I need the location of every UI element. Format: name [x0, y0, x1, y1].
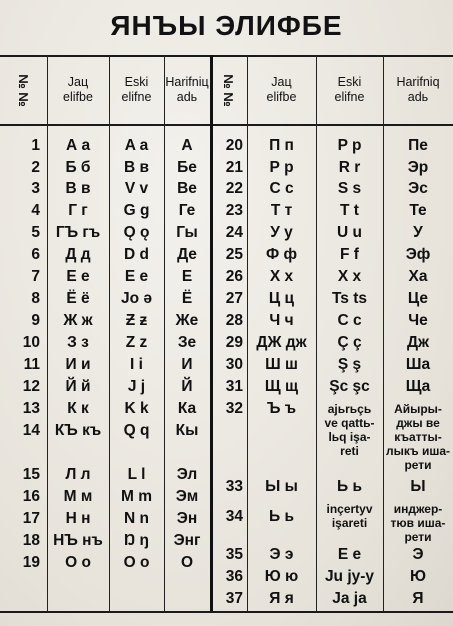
letter-name-cell: Де	[177, 246, 197, 263]
letter-name-cell: Э	[412, 546, 424, 563]
row-number: 28	[225, 312, 243, 329]
old-letter-cell: Ç ç	[337, 334, 362, 351]
new-letter-cell: Е е	[66, 268, 90, 285]
old-letter-cell: E e	[337, 546, 362, 563]
old-letter-cell: V v	[124, 180, 149, 197]
old-letter-cell: K k	[124, 400, 149, 417]
header-number: № №	[15, 73, 31, 107]
old-letter-cell: Şc şc	[329, 378, 370, 395]
letter-name-cell: А	[181, 137, 193, 154]
row-number: 33	[225, 478, 243, 495]
new-letter-cell: Ъ ъ	[266, 400, 297, 417]
old-letter-cell: Ts ts	[331, 290, 368, 307]
new-letter-cell: Ш ш	[265, 356, 298, 373]
header-letter-name: Harifniц adь	[165, 75, 209, 104]
row-number: 29	[225, 334, 243, 351]
new-letter-cell: Б б	[65, 159, 91, 176]
letter-name-cell: И	[181, 356, 193, 373]
letter-name-cell: Эм	[175, 488, 199, 505]
letter-name-cell: У	[413, 224, 423, 241]
old-letter-cell: N n	[124, 510, 149, 527]
old-letter-cell: L l	[127, 466, 146, 483]
letter-name-cell: Гы	[176, 224, 198, 241]
new-letter-cell: П п	[269, 137, 294, 154]
letter-name-cell: Эн	[176, 510, 198, 527]
new-letter-cell: Т т	[270, 202, 293, 219]
letter-name-cell: Айыры- джы ве къатты- лыкъ ишa- рети	[385, 402, 450, 472]
letter-name-cell: Ща	[405, 378, 431, 395]
new-letter-cell: Ч ч	[269, 312, 294, 329]
old-letter-cell: C c	[337, 312, 362, 329]
new-letter-cell: Ь ь	[269, 508, 294, 525]
new-letter-cell: ГЪ гъ	[55, 224, 101, 241]
new-letter-cell: Л л	[65, 466, 91, 483]
page-title: ЯНЪЫ ЭЛИФБЕ	[110, 10, 343, 41]
row-number: 6	[31, 246, 40, 263]
old-letter-cell: Ƶ ƶ	[125, 312, 148, 329]
letter-name-cell: Кы	[175, 422, 199, 439]
new-letter-cell: Я я	[269, 590, 294, 607]
letter-name-cell: Е	[181, 268, 193, 285]
old-letter-cell: X x	[337, 268, 362, 285]
old-letter-cell: P p	[337, 137, 362, 154]
old-letter-cell: Ǫ ǫ	[123, 224, 150, 241]
letter-name-cell: Энг	[173, 532, 201, 549]
header-new-alphabet: Jaц elifbe	[266, 75, 297, 104]
old-letter-cell: B в	[123, 159, 150, 176]
new-letter-cell: Ж ж	[63, 312, 93, 329]
header-letter-name: Harifniq adь	[396, 75, 440, 104]
letter-name-cell: Це	[407, 290, 429, 307]
old-letter-cell: ajьrьçь ve qattь- lьq işa- reti	[324, 402, 375, 458]
old-letter-cell: Ja ja	[332, 590, 367, 607]
old-letter-cell: E e	[124, 268, 149, 285]
new-letter-cell: Ц ц	[268, 290, 295, 307]
new-letter-cell: ДЖ дж	[256, 334, 307, 351]
row-number: 27	[225, 290, 243, 307]
letter-name-cell: Эр	[407, 159, 429, 176]
row-number: 13	[22, 400, 40, 417]
row-number: 18	[22, 532, 40, 549]
row-number: 22	[225, 180, 243, 197]
header-number: № №	[220, 73, 236, 107]
letter-name-cell: О	[180, 554, 194, 571]
new-letter-cell: Д д	[65, 246, 91, 263]
new-letter-cell: Э э	[269, 546, 294, 563]
letter-name-cell: Те	[409, 202, 427, 219]
header-bottom-border	[0, 124, 453, 126]
row-number: 17	[22, 510, 40, 527]
row-number: 2	[31, 159, 40, 176]
old-letter-cell: I i	[130, 356, 143, 373]
new-letter-cell: Щ щ	[264, 378, 299, 395]
letter-name-cell: Эф	[405, 246, 431, 263]
row-number: 16	[22, 488, 40, 505]
new-letter-cell: Ы ы	[265, 478, 298, 495]
row-number: 23	[225, 202, 243, 219]
letter-name-cell: Ве	[177, 180, 197, 197]
old-letter-cell: Z z	[125, 334, 148, 351]
new-letter-cell: Ё ё	[66, 290, 90, 307]
letter-name-cell: Ы	[410, 478, 426, 495]
letter-name-cell: Ге	[178, 202, 196, 219]
new-letter-cell: У у	[270, 224, 293, 241]
old-letter-cell: J j	[127, 378, 146, 395]
letter-name-cell: Же	[175, 312, 199, 329]
letter-name-cell: Эс	[408, 180, 428, 197]
row-number: 14	[22, 422, 40, 439]
new-letter-cell: Н н	[65, 510, 91, 527]
row-number: 9	[31, 312, 40, 329]
old-letter-cell: G g	[123, 202, 150, 219]
row-number: 5	[31, 224, 40, 241]
old-letter-cell: D d	[124, 246, 149, 263]
new-letter-cell: В в	[65, 180, 91, 197]
row-number: 37	[225, 590, 243, 607]
letter-name-cell: инджер- тюв иша- рети	[390, 502, 446, 544]
new-letter-cell: Ю ю	[264, 568, 299, 585]
row-number: 34	[225, 508, 243, 525]
old-letter-cell: Ş ş	[337, 356, 362, 373]
row-number: 3	[31, 180, 40, 197]
header-old-alphabet: Eski elifne	[121, 75, 152, 104]
old-letter-cell: Q q	[123, 422, 150, 439]
row-number: 31	[225, 378, 243, 395]
row-number: 4	[31, 202, 40, 219]
letter-name-cell: Ха	[408, 268, 428, 285]
row-number: 1	[31, 137, 40, 154]
letter-name-cell: Ё	[181, 290, 193, 307]
new-letter-cell: О о	[65, 554, 91, 571]
old-letter-cell: Ŋ ŋ	[124, 532, 149, 549]
new-letter-cell: З з	[67, 334, 89, 351]
letter-name-cell: Ю	[410, 568, 426, 585]
letter-name-cell: Я	[412, 590, 424, 607]
header-new-alphabet: Jaц elifbe	[63, 75, 93, 104]
row-number: 12	[22, 378, 40, 395]
old-letter-cell: R r	[338, 159, 361, 176]
new-letter-cell: Р р	[269, 159, 294, 176]
letter-name-cell: Бе	[177, 159, 197, 176]
old-letter-cell: A a	[124, 137, 149, 154]
old-letter-cell: Jo ə	[120, 290, 152, 307]
header-old-alphabet: Eski elifne	[334, 75, 365, 104]
table-top-border	[0, 55, 453, 57]
row-number: 8	[31, 290, 40, 307]
row-number: 19	[22, 554, 40, 571]
new-letter-cell: К к	[67, 400, 89, 417]
new-letter-cell: НЪ нъ	[53, 532, 103, 549]
old-letter-cell: S s	[337, 180, 362, 197]
row-number: 7	[31, 268, 40, 285]
table-bottom-border	[0, 611, 453, 613]
new-letter-cell: И и	[65, 356, 91, 373]
row-number: 20	[225, 137, 243, 154]
row-number: 11	[23, 356, 40, 373]
row-number: 21	[225, 159, 243, 176]
row-number: 35	[225, 546, 243, 563]
row-number: 25	[225, 246, 243, 263]
letter-name-cell: Че	[408, 312, 428, 329]
new-letter-cell: Х х	[269, 268, 294, 285]
row-number: 30	[225, 356, 243, 373]
old-letter-cell: Ju jy-y	[324, 568, 375, 585]
row-number: 24	[225, 224, 243, 241]
letter-name-cell: Ка	[177, 400, 197, 417]
new-letter-cell: Г г	[68, 202, 88, 219]
new-letter-cell: Й й	[65, 378, 91, 395]
row-number: 15	[22, 466, 40, 483]
old-letter-cell: T t	[340, 202, 359, 219]
row-number: 36	[225, 568, 243, 585]
letter-name-cell: Зе	[177, 334, 197, 351]
row-number: 26	[225, 268, 243, 285]
old-letter-cell: U u	[337, 224, 362, 241]
row-number: 32	[225, 400, 243, 417]
row-number: 10	[22, 334, 40, 351]
new-letter-cell: А а	[65, 137, 91, 154]
old-letter-cell: O o	[123, 554, 150, 571]
new-letter-cell: Ф ф	[265, 246, 298, 263]
old-letter-cell: F f	[340, 246, 359, 263]
old-letter-cell: Ь ь	[337, 478, 362, 495]
letter-name-cell: Эл	[176, 466, 198, 483]
new-letter-cell: М м	[63, 488, 93, 505]
old-letter-cell: M m	[121, 488, 152, 505]
letter-name-cell: Й	[181, 378, 193, 395]
letter-name-cell: Ша	[405, 356, 431, 373]
letter-name-cell: Пе	[408, 137, 428, 154]
letter-name-cell: Дж	[406, 334, 430, 351]
new-letter-cell: С с	[269, 180, 294, 197]
old-letter-cell: inçertyv işareti	[326, 502, 373, 530]
new-letter-cell: КЪ къ	[54, 422, 102, 439]
